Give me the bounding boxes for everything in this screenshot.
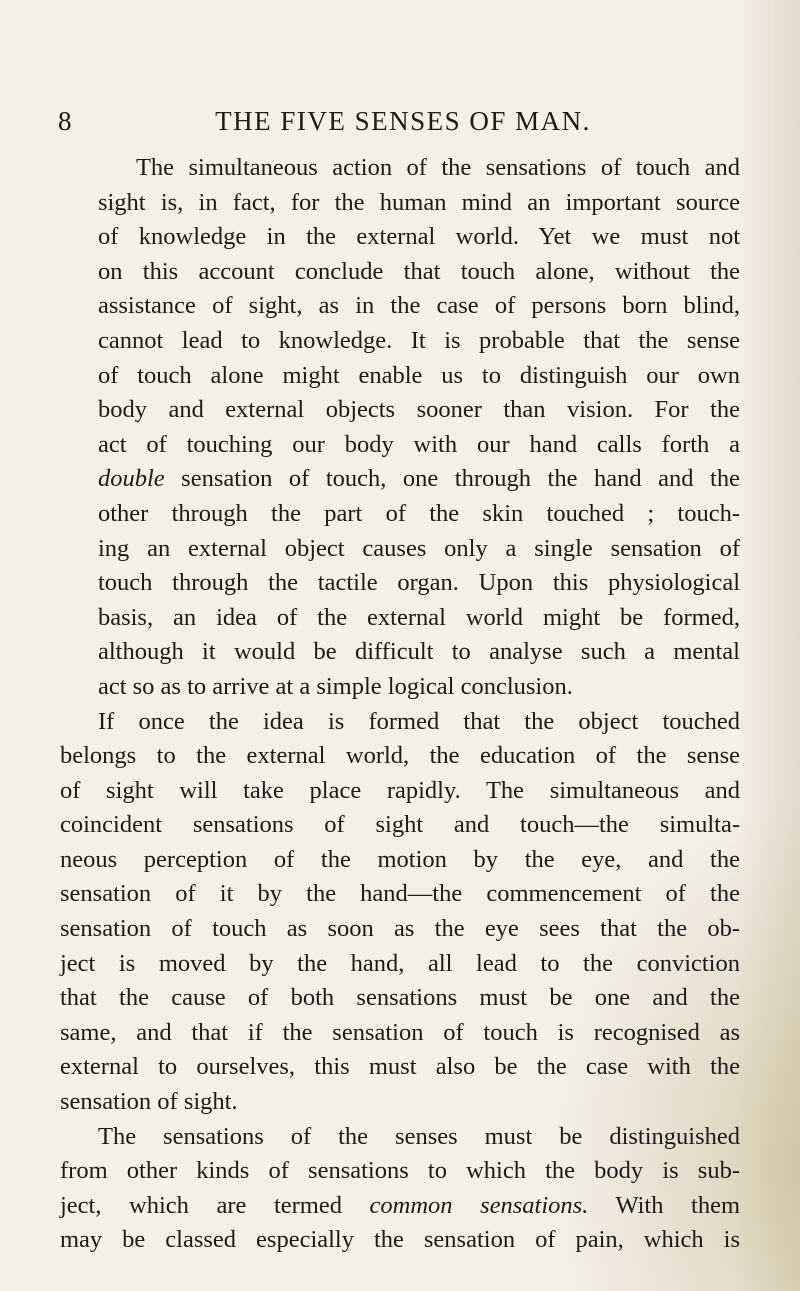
- page-header: [58, 104, 748, 138]
- body-text: [60, 151, 740, 1258]
- text-line: The sensations of the senses must be distinguished: [98, 1122, 740, 1150]
- line-pre: ject, which are termed: [60, 1191, 370, 1219]
- text-line: of touch alone might enable us to distinguish our own: [97, 361, 740, 389]
- text-line: sensation of touch as soon as the eye sees that the ob-: [60, 915, 740, 943]
- text-line: belongs to the external world, the education of the sense: [60, 742, 740, 770]
- text-line: If once the idea is formed that the object touched: [98, 707, 740, 735]
- text-line: touch through the tactile organ. Upon this physiological: [97, 569, 740, 597]
- text-line: sensation of it by the hand—the commencement of the: [60, 880, 740, 908]
- text-line: ject is moved by the hand, all lead to the conviction: [60, 949, 740, 977]
- text-line: of knowledge in the external world. Yet we must not: [97, 223, 740, 251]
- text-line: on this account conclude that touch alone, without the: [97, 257, 740, 285]
- text-line: although it would be difficult to analyse such a mental: [97, 638, 740, 666]
- text-line: body and external objects sooner than vision. For the: [97, 396, 740, 424]
- text-line: assistance of sight, as in the case of persons born blind,: [97, 292, 740, 320]
- text-line: ing an external object causes only a single sensation of: [97, 534, 740, 562]
- paragraph: [60, 151, 740, 705]
- italic-phrase: common sensations.: [369, 1191, 589, 1219]
- text-line: may be classed especially the sensation of pain, which is: [60, 1226, 740, 1254]
- text-line: sensation of sight.: [60, 1088, 238, 1116]
- text-line: cannot lead to knowledge. It is probable that the sense: [97, 326, 740, 354]
- line-rest: With them: [588, 1191, 740, 1219]
- text-line: The simultaneous action of the sensations of touch and: [135, 154, 740, 181]
- text-line: act of touching our body with our hand calls forth a: [97, 430, 740, 458]
- italic-word: double: [97, 465, 165, 493]
- text-line: from other kinds of sensations to which the body is sub-: [60, 1157, 740, 1185]
- paragraph: [60, 705, 740, 1120]
- text-line: [60, 462, 740, 497]
- text-line: coincident sensations of sight and touch—the simulta-: [60, 811, 740, 839]
- text-line: sight is, in fact, for the human mind an important source: [97, 188, 740, 216]
- text-line: [60, 1189, 740, 1224]
- paragraph: [60, 1120, 740, 1258]
- text-line: neous perception of the motion by the eye, and the: [60, 845, 740, 873]
- line-rest: sensation of touch, one through the hand and the: [164, 465, 740, 493]
- page-number: 8: [58, 106, 72, 136]
- text-line: external to ourselves, this must also be the case with the: [60, 1053, 740, 1081]
- text-line: of sight will take place rapidly. The simultaneous and: [60, 776, 740, 804]
- text-line: same, and that if the sensation of touch is recognised as: [60, 1018, 740, 1046]
- text-line: basis, an idea of the external world might be formed,: [97, 603, 740, 631]
- running-head: THE FIVE SENSES OF MAN.: [215, 106, 591, 136]
- text-line: act so as to arrive at a simple logical conclusion.: [97, 672, 573, 700]
- text-line: other through the part of the skin touched ; touch-: [97, 499, 740, 527]
- text-line: that the cause of both sensations must be one and the: [60, 984, 740, 1012]
